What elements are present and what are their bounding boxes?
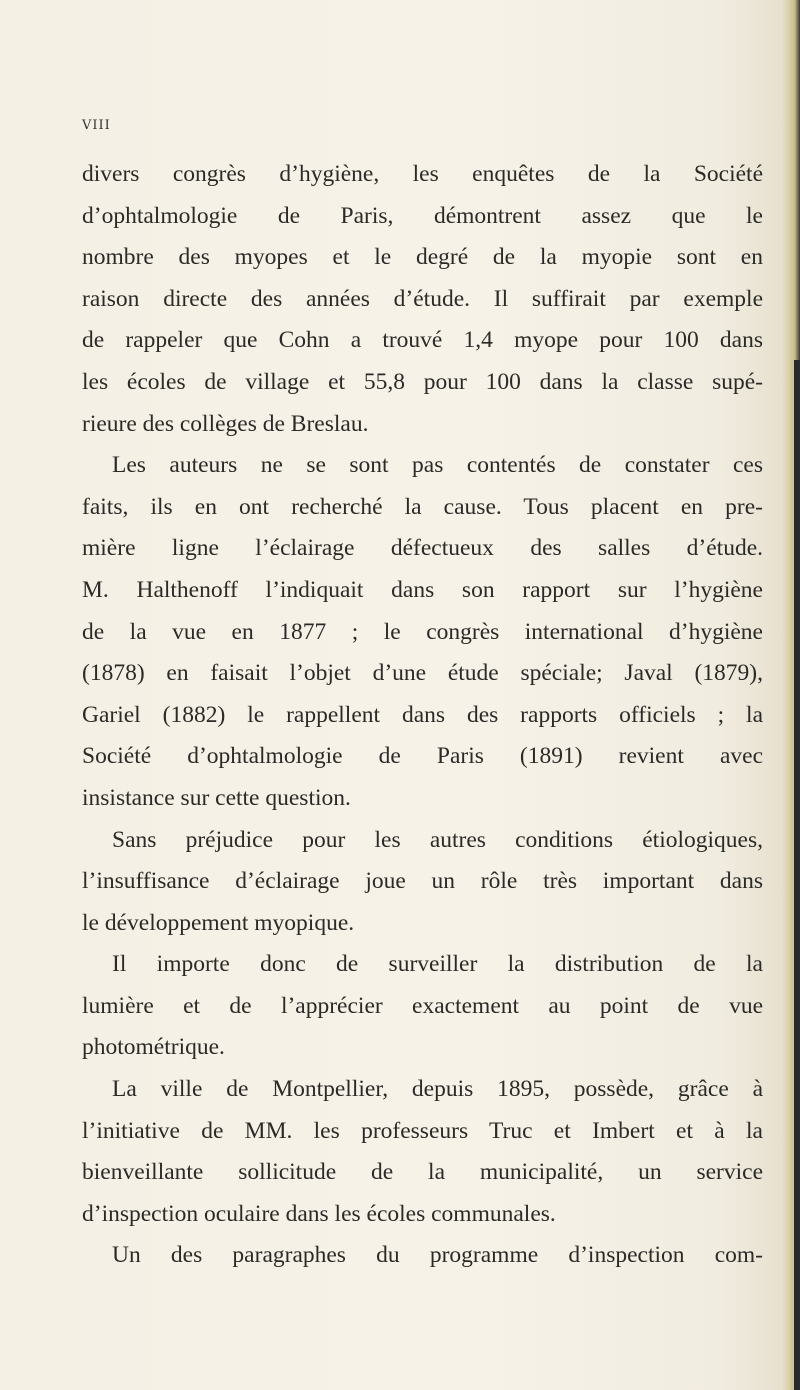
text-line: Société d’ophtalmologie de Paris (1891) revient avec: [82, 743, 763, 770]
text-line: faits, ils en ont recherché la cause. Tous placent en pre-: [82, 493, 763, 520]
text-line: l’initiative de MM. les professeurs Truc et Imbert et à la: [82, 1117, 763, 1144]
text-line: Il importe donc de surveiller la distribution de la: [112, 951, 763, 978]
text-line: (1878) en faisait l’objet d’une étude spéciale; Javal (1879),: [82, 660, 763, 687]
text-line: mière ligne l’éclairage défectueux des salles d’étude.: [82, 535, 763, 562]
text-line: photométrique.: [82, 1034, 225, 1061]
text-line: Les auteurs ne se sont pas contentés de constater ces: [112, 452, 763, 479]
text-line: l’insuffisance d’éclairage joue un rôle très important dans: [82, 868, 763, 895]
text-line: de rappeler que Cohn a trouvé 1,4 myope pour 100 dans: [82, 327, 763, 354]
text-line: nombre des myopes et le degré de la myopie sont en: [82, 244, 763, 271]
text-line: les écoles de village et 55,8 pour 100 dans la classe supé-: [82, 368, 763, 395]
text-line: insistance sur cette question.: [82, 784, 351, 811]
binding-edge: [794, 360, 800, 1390]
text-line: divers congrès d’hygiène, les enquêtes de la Société: [82, 161, 763, 187]
text-line: Sans préjudice pour les autres conditions étiologiques,: [112, 826, 763, 853]
text-line: rieure des collèges de Breslau.: [82, 410, 369, 437]
text-line: le développement myopique.: [82, 909, 355, 936]
text-line: de la vue en 1877 ; le congrès international d’hygiène: [82, 618, 763, 645]
text-line: Gariel (1882) le rappellent dans des rapports officiels ; la: [82, 701, 763, 728]
text-line: La ville de Montpellier, depuis 1895, possède, grâce à: [112, 1076, 763, 1103]
text-line: d’ophtalmologie de Paris, démontrent assez que le: [82, 202, 763, 229]
body-text: [82, 154, 763, 1277]
text-line: raison directe des années d’étude. Il suffirait par exemple: [82, 285, 763, 312]
page-number: VIII: [82, 118, 111, 133]
text-line: d’inspection oculaire dans les écoles communales.: [82, 1200, 556, 1227]
text-line: M. Halthenoff l’indiquait dans son rapport sur l’hygiène: [82, 576, 763, 603]
text-line: lumière et de l’apprécier exactement au point de vue: [82, 992, 763, 1019]
text-line: bienveillante sollicitude de la municipalité, un service: [82, 1159, 763, 1186]
text-line: Un des paragraphes du programme d’inspection com-: [112, 1242, 763, 1269]
